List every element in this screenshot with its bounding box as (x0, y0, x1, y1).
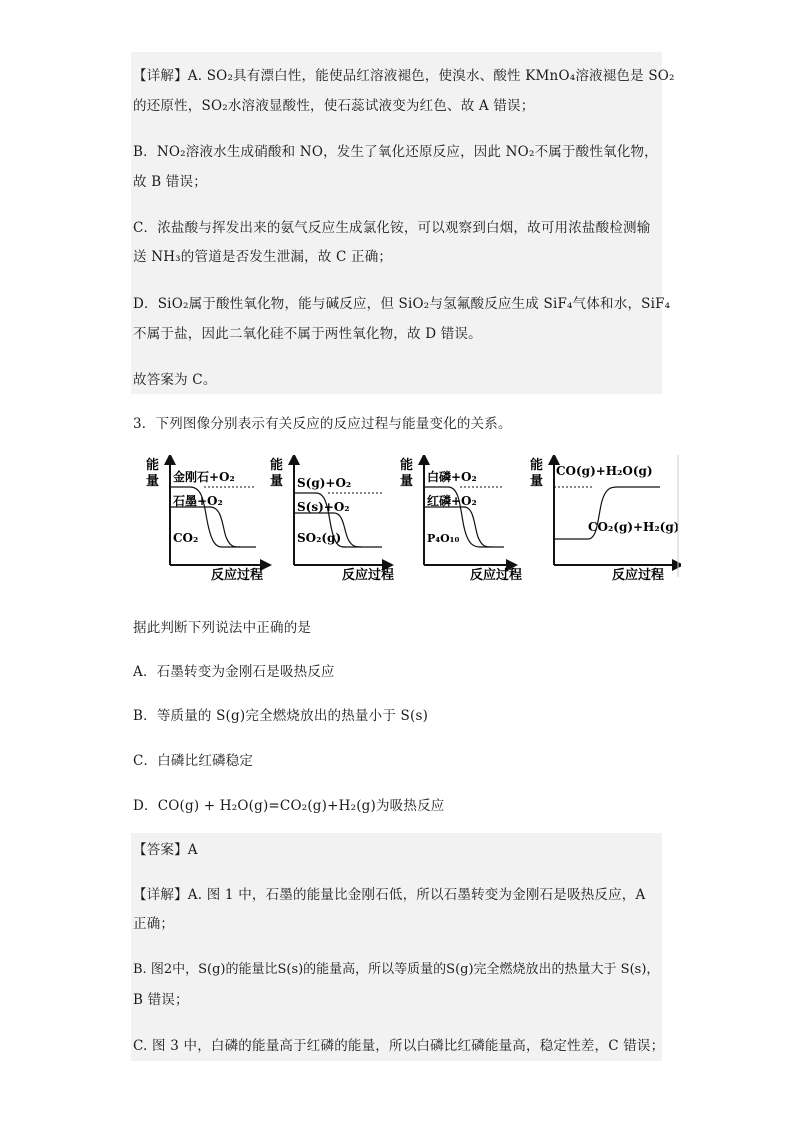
x-axis-label: 反应过程 (211, 568, 264, 581)
y-axis-label: 量 (400, 474, 414, 489)
answer-label: 【答案】A (133, 842, 198, 858)
label-low: SO₂(g) (297, 531, 342, 545)
explanation-line: 不属于盐，因此二氧化硅不属于两性氧化物，故 D 错误。 (133, 326, 482, 342)
y-axis-label: 能 (146, 458, 160, 473)
question-stem: 3．下列图像分别表示有关反应的反应过程与能量变化的关系。 (133, 416, 512, 432)
label-mid: S(s)+O₂ (297, 500, 350, 514)
question-prompt: 据此判断下列说法中正确的是 (133, 620, 312, 636)
answer-line: C. 图 3 中，白磷的能量高于红磷的能量，所以白磷比红磷能量高，稳定性差，C 错误； (133, 1038, 665, 1054)
label-high: 白磷+O₂ (427, 470, 477, 484)
x-axis-label: 反应过程 (612, 568, 665, 581)
graph-4 (530, 455, 679, 581)
option-d: D．CO(g) + H₂O(g)=CO₂(g)+H₂(g)为吸热反应 (133, 798, 445, 814)
y-axis-label: 量 (530, 474, 544, 489)
label-mid: 红磷+O₂ (427, 494, 477, 508)
explanation-line: 故 B 错误； (133, 174, 207, 190)
graph-3 (400, 457, 522, 581)
explanation-conclusion: 故答案为 C。 (133, 372, 217, 388)
label-low: CO₂(g)+H₂(g) (588, 520, 680, 534)
label-low: P₄O₁₀ (427, 532, 460, 545)
answer-line: 正确； (133, 916, 175, 932)
y-axis-label: 量 (146, 474, 160, 489)
answer-line: 【详解】A. 图 1 中，石墨的能量比金刚石低，所以石墨转变为金刚石是吸热反应，A (133, 887, 646, 903)
energy-diagrams-figure (146, 455, 681, 581)
explanation-line: B．NO₂溶液水生成硝酸和 NO，发生了氧化还原反应，因此 NO₂不属于酸性氧化物， (133, 144, 658, 160)
explanation-line: 【详解】A. SO₂具有漂白性，能使品红溶液褪色，使溴水、酸性 KMnO₄溶液褪色是 SO₂ (133, 68, 675, 84)
explanation-line: 的还原性，SO₂水溶液显酸性，使石蕊试液变为红色、故 A 错误； (133, 98, 535, 114)
explanation-line: C．浓盐酸与挥发出来的氨气反应生成氯化铵，可以观察到白烟，故可用浓盐酸检测输 (133, 220, 651, 236)
answer-line: B. 图2中，S(g)的能量比S(s)的能量高，所以等质量的S(g)完全燃烧放出的热量大于 S(s)， (133, 962, 660, 977)
y-axis-label: 能 (400, 458, 414, 473)
answer-block (131, 833, 665, 1061)
graph-2 (270, 457, 394, 581)
y-axis-label: 能 (530, 458, 544, 473)
x-axis-label: 反应过程 (470, 568, 523, 581)
label-high: 金刚石+O₂ (173, 470, 235, 484)
y-axis-label: 能 (270, 458, 284, 473)
x-axis-label: 反应过程 (342, 568, 395, 581)
label-high: S(g)+O₂ (297, 476, 352, 490)
label-mid: 石墨+O₂ (173, 494, 223, 508)
label-low: CO₂ (173, 531, 199, 545)
option-a: A．石墨转变为金刚石是吸热反应 (133, 664, 335, 680)
answer-line: B 错误； (133, 992, 189, 1008)
explanation-line: D．SiO₂属于酸性氧化物，能与碱反应，但 SiO₂与氢氟酸反应生成 SiF₄气体和水，SiF₄ (133, 296, 671, 312)
graph-1 (146, 457, 266, 581)
option-c: C．白磷比红磷稳定 (133, 753, 254, 769)
label-high: CO(g)+H₂O(g) (556, 464, 653, 478)
explanation-line: 送 NH₃的管道是否发生泄漏，故 C 正确； (133, 249, 393, 265)
option-b: B．等质量的 S(g)完全燃烧放出的热量小于 S(s) (133, 708, 429, 724)
y-axis-label: 量 (270, 474, 284, 489)
